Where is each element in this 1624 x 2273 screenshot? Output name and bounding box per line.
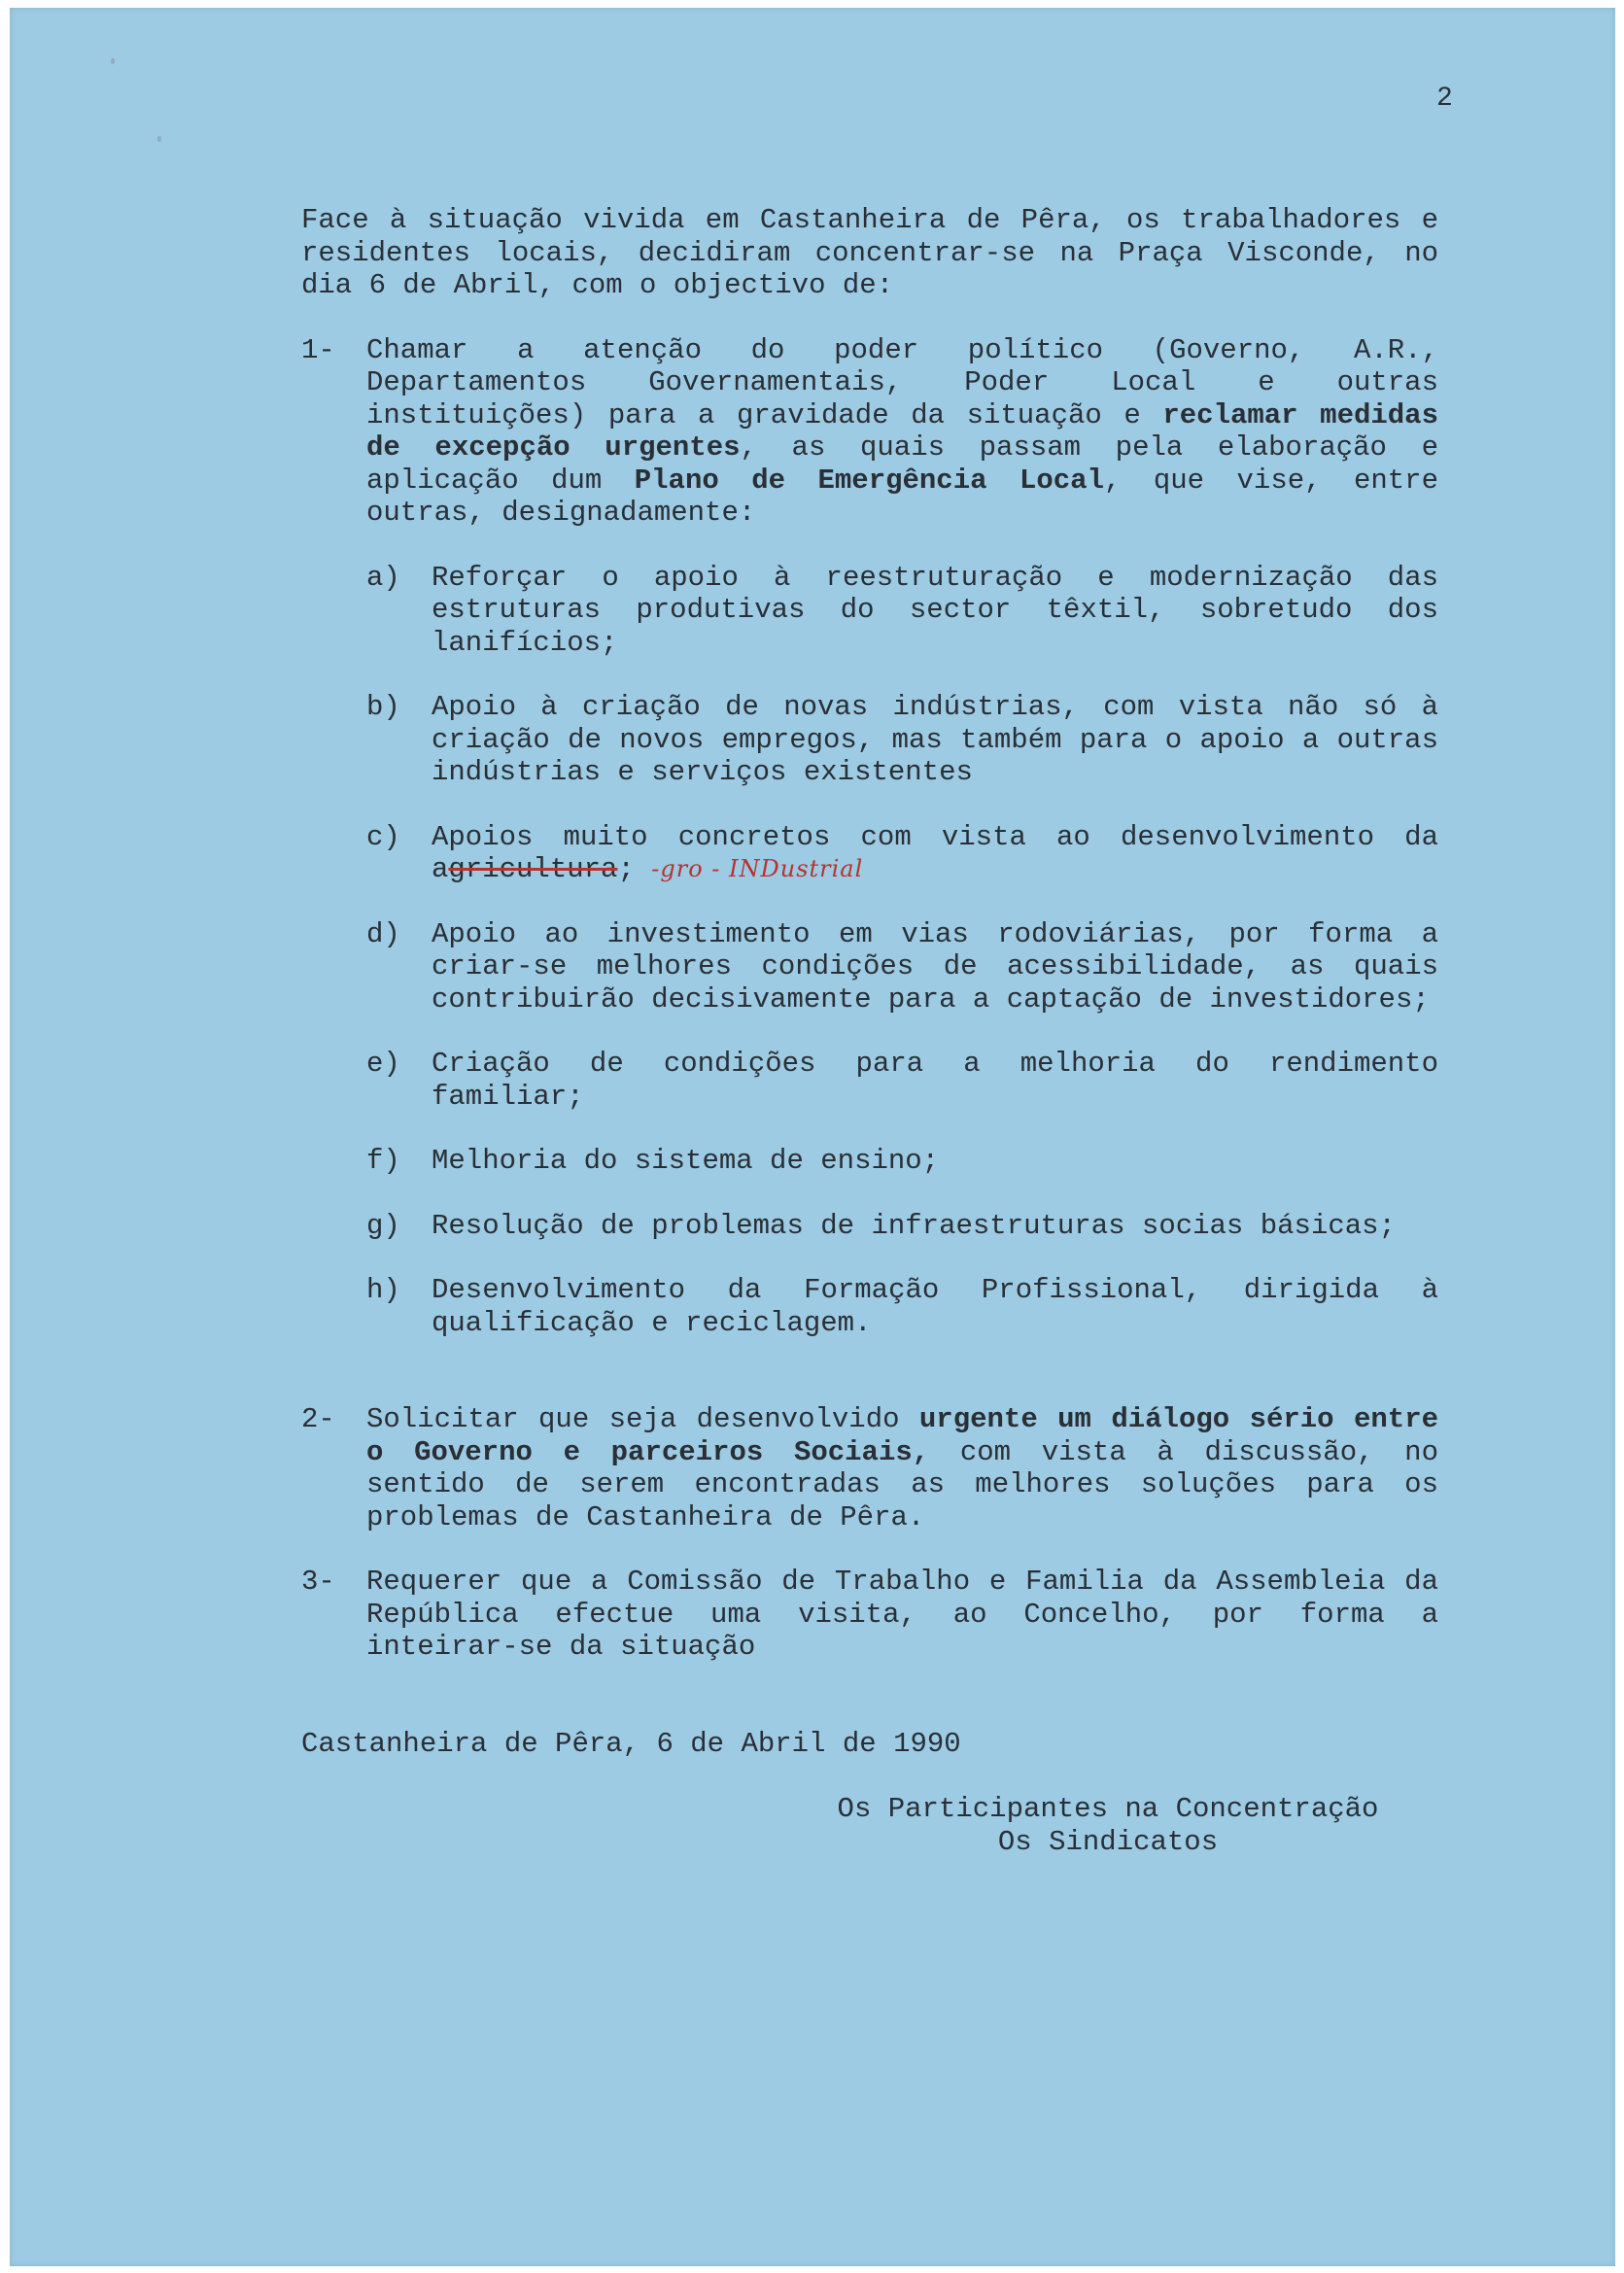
sub-item-text: Apoio ao investimento em vias rodoviárias, por forma a criar-se melhores condições de acessibilidade, as quais contribuirão decisivamente para a captação de investidores; bbox=[432, 917, 1438, 1016]
sub-item-g bbox=[366, 1210, 1438, 1243]
sub-item-letter: b) bbox=[366, 691, 400, 723]
sub-item-letter: d) bbox=[366, 917, 400, 950]
sub-item-letter: g) bbox=[366, 1209, 400, 1242]
intro-paragraph: Face à situação vivida em Castanheira de Pêra, os trabalhadores e residentes locais, decidiram concentrar-se na Praça Visconde, no dia 6 de Abril, com o objectivo de: bbox=[301, 204, 1438, 301]
item-text: , que vise, entre outras, designadamente: bbox=[366, 464, 1438, 529]
item-text: , as quais passam pela elaboração e aplicação dum bbox=[366, 431, 1438, 497]
paper-speck bbox=[157, 136, 161, 142]
list-item-2 bbox=[301, 1403, 1438, 1533]
bold-text: Plano de Emergência Local bbox=[634, 464, 1104, 497]
sub-item-e bbox=[366, 1048, 1438, 1113]
sub-item-text: Resolução de problemas de infraestruturas socias básicas; bbox=[432, 1209, 1396, 1242]
struck-through-text: gricultura bbox=[448, 853, 618, 885]
sub-item-text: Melhoria do sistema de ensino; bbox=[432, 1145, 940, 1177]
letter-body bbox=[301, 204, 1438, 1858]
sub-item-letter: c) bbox=[366, 820, 400, 853]
item-text: com vista à discussão, no sentido de serem encontradas as melhores soluções para os problemas de Castanheira de Pêra. bbox=[366, 1435, 1438, 1533]
item-number: 2- bbox=[301, 1403, 335, 1435]
item-content bbox=[366, 1403, 1438, 1533]
sub-item-h bbox=[366, 1274, 1438, 1339]
item-content: Requerer que a Comissão de Trabalho e Familia da Assembleia da República efectue uma visita, ao Concelho, por forma a inteirar-se da situação bbox=[366, 1566, 1438, 1663]
signature-block bbox=[787, 1793, 1429, 1858]
sub-item-letter: f) bbox=[366, 1145, 400, 1177]
sub-item-a bbox=[366, 562, 1438, 660]
sub-item-letter: a) bbox=[366, 561, 400, 594]
sub-item-d bbox=[366, 918, 1438, 1016]
bold-text: urgente um diálogo sério entre o Governo e parceiros Sociais, bbox=[366, 1403, 1438, 1468]
item-number: 1- bbox=[301, 333, 335, 366]
page-number: 2 bbox=[1436, 84, 1453, 114]
item-text: Solicitar que seja desenvolvido bbox=[366, 1403, 919, 1435]
sub-list bbox=[366, 562, 1438, 1340]
signature-line: Os Participantes na Concentração bbox=[837, 1793, 1379, 1825]
list-item-1 bbox=[301, 334, 1438, 1372]
bold-text: reclamar medidas de excepção urgentes bbox=[366, 398, 1438, 464]
item-text: Chamar a atenção do poder político (Governo, A.R., Departamentos Governamentais, Poder Local e outras instituições) para a gravidade da situação e bbox=[366, 333, 1438, 431]
place-and-date: Castanheira de Pêra, 6 de Abril de 1990 bbox=[301, 1727, 961, 1760]
list-item-3 bbox=[301, 1566, 1438, 1664]
paper-speck bbox=[111, 58, 115, 64]
sub-item-letter: e) bbox=[366, 1048, 400, 1080]
sub-item-c bbox=[366, 821, 1438, 886]
item-content bbox=[366, 334, 1438, 1372]
sub-item-text-part: Apoios muito concretos com vista ao desenvolvimento da a bbox=[432, 820, 1438, 885]
sub-item-text-part: ; bbox=[617, 853, 635, 885]
sub-item-b bbox=[366, 691, 1438, 789]
sub-item-f bbox=[366, 1145, 1438, 1178]
sub-item-text: Apoio à criação de novas indústrias, com vista não só à criação de novos empregos, mas também para o apoio a outras indústrias e serviços existentes bbox=[432, 691, 1438, 788]
sub-item-text bbox=[432, 821, 1438, 886]
sub-item-text: Criação de condições para a melhoria do rendimento familiar; bbox=[432, 1048, 1438, 1113]
signature-line: Os Sindicatos bbox=[997, 1825, 1219, 1858]
sub-item-text: Reforçar o apoio à reestruturação e modernização das estruturas produtivas do sector têxtil, sobretudo dos lanifícios; bbox=[432, 561, 1438, 659]
handwritten-annotation: -gro - INDustrial bbox=[651, 855, 864, 882]
item-number: 3- bbox=[301, 1566, 335, 1598]
sub-item-text: Desenvolvimento da Formação Profissional, dirigida à qualificação e reciclagem. bbox=[432, 1274, 1438, 1339]
sub-item-letter: h) bbox=[366, 1274, 400, 1306]
